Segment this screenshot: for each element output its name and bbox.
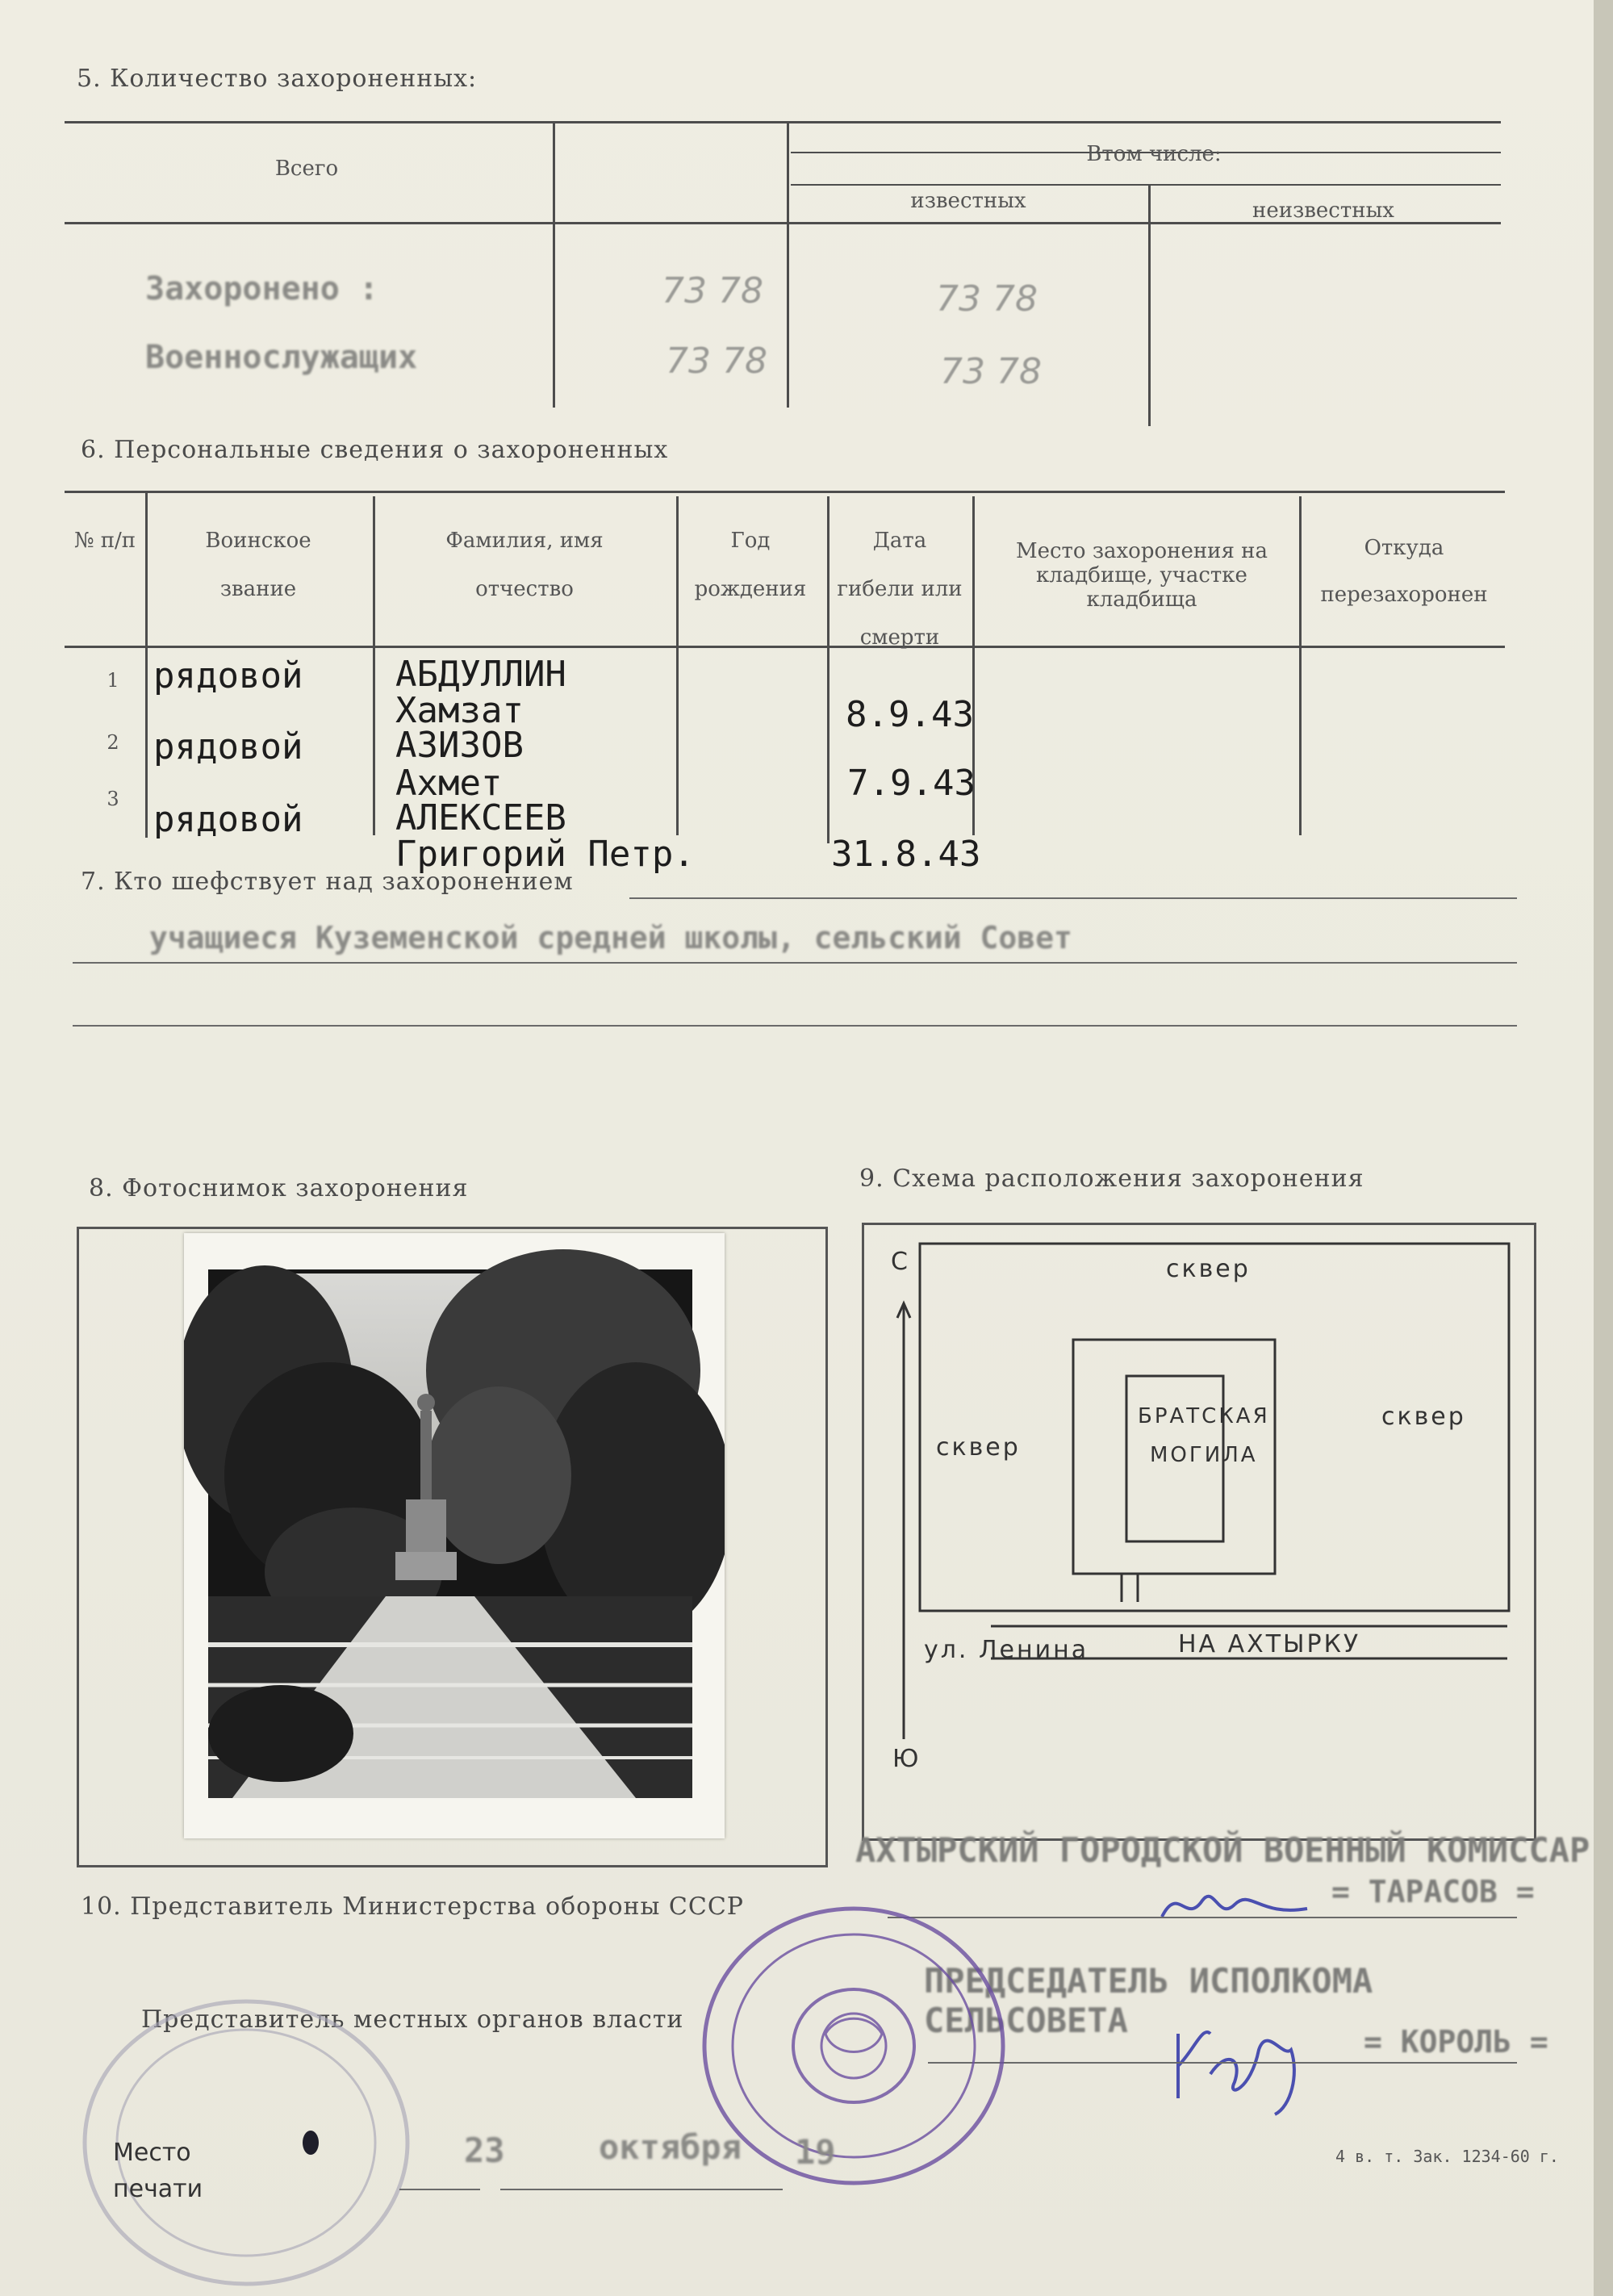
section5-title: 5. Количество захороненных: [77,65,478,93]
section7-rule-2 [73,962,1517,964]
section7-rule-3 [73,1025,1517,1027]
header-num: № п/п [73,529,136,553]
local-authority-label: Представитель местных органов власти [141,2005,684,2034]
table5-top-rule [65,121,1501,123]
row-death-date: 31.8.43 [831,834,981,875]
row-rank: рядовой [153,655,303,696]
grave-label-2: МОГИЛА [1150,1443,1258,1467]
row-num: 2 [107,731,119,754]
row-num: 3 [107,788,119,810]
date-rule-1 [399,2189,480,2190]
header-rank: Воинское звание [205,529,311,601]
north-label: С [891,1248,910,1276]
buried-known-value: 73 78 [936,278,1038,320]
table6-header-rule [65,646,1505,648]
section7-rule-1 [629,897,1517,899]
local-rep-name: = КОРОЛЬ = [1364,2024,1548,2060]
date-day: 23 [464,2131,505,2170]
location-scheme [862,1223,1536,1841]
col-known-header: известных [910,189,1026,213]
memorial-photo [184,1233,725,1838]
table5-col-line-3 [1148,184,1151,426]
section8-title: 8. Фотоснимок захоронения [89,1174,469,1202]
page-edge [1594,0,1613,2296]
servicemen-row-label: Военнослужащих [145,339,418,376]
header-place: Место захоронения на кладбище, участке кладбища [1015,539,1268,612]
section7-title: 7. Кто шефствует над захоронением [81,868,574,896]
date-year: 19 [795,2132,836,2172]
table5-col-line-2 [787,121,789,408]
patron-value: учащиеся Куземенской средней школы, сельский Совет [149,920,1072,956]
row-surname: АЛЕКСЕЕВ [395,797,566,839]
local-rep-rule [928,2062,1517,2064]
header-name: Фамилия, имя отчество [445,529,604,601]
row-rank: рядовой [153,799,303,840]
row-given-name: Ахмет [395,763,503,804]
row-surname: АБДУЛЛИН [395,654,566,695]
table6-col-line-6 [1299,496,1302,835]
col-unknown-header: неизвестных [1252,199,1394,223]
buried-row-label: Захоронено : [145,270,378,307]
seal-place-label-1: Место [113,2139,191,2167]
square-left-label: сквер [936,1433,1021,1462]
section10-title: 10. Представитель Министерства обороны СССР [81,1892,744,1921]
header-death: Дата гибели или смерти [837,529,963,650]
row-given-name: Григорий Петр. [395,834,695,875]
section9-title: 9. Схема расположения захоронения [859,1165,1364,1193]
street-label: ул. Ленина [924,1636,1089,1664]
ink-blot [303,2131,319,2155]
table6-col-line-2 [373,496,375,835]
row-surname: АЗИЗОВ [395,725,524,766]
photo-card [184,1233,725,1838]
table5-col-line-1 [553,121,555,408]
table6-col-line-3 [676,496,679,835]
south-label: Ю [892,1745,921,1773]
faded-round-stamp [73,1981,420,2288]
military-signature [1154,1876,1315,1941]
col-total-header: Всего [274,157,339,181]
grave-label-1: БРАТСКАЯ [1138,1404,1270,1428]
table6-col-line-1 [145,491,148,838]
servicemen-total-value: 73 78 [666,341,767,382]
row-given-name: Хамзат [395,690,524,731]
village-council-stamp: ПРЕДСЕДАТЕЛЬ ИСПОЛКОМА СЕЛЬСОВЕТА [924,1961,1373,2040]
table6-top-rule [65,491,1505,493]
date-rule-2 [500,2189,783,2190]
row-death-date: 7.9.43 [847,763,976,804]
military-commissar-stamp: АХТЫРСКИЙ ГОРОДСКОЙ ВОЕННЫЙ КОМИССАР [855,1830,1590,1870]
header-origin: Откуда перезахоронен [1320,536,1488,607]
col-including-header: Втом числе: [1086,142,1222,166]
section6-title: 6. Персональные сведения о захороненных [81,436,669,464]
military-rep-name: = ТАРАСОВ = [1331,1874,1535,1909]
row-num: 1 [107,669,119,692]
square-right-label: сквер [1381,1403,1466,1431]
row-death-date: 8.9.43 [846,694,974,735]
servicemen-known-value: 73 78 [940,351,1042,392]
direction-label: НА АХТЫРКУ [1178,1630,1361,1658]
print-code: 4 в. т. Зак. 1234-60 г. [1335,2147,1559,2166]
square-top-label: сквер [1166,1255,1251,1283]
table6-col-line-4 [827,496,829,843]
date-month: октября [599,2127,742,2167]
header-birth: Год рождения [694,529,807,601]
seal-place-label-2: печати [113,2175,203,2203]
row-rank: рядовой [153,726,303,767]
buried-total-value: 73 78 [662,270,763,312]
